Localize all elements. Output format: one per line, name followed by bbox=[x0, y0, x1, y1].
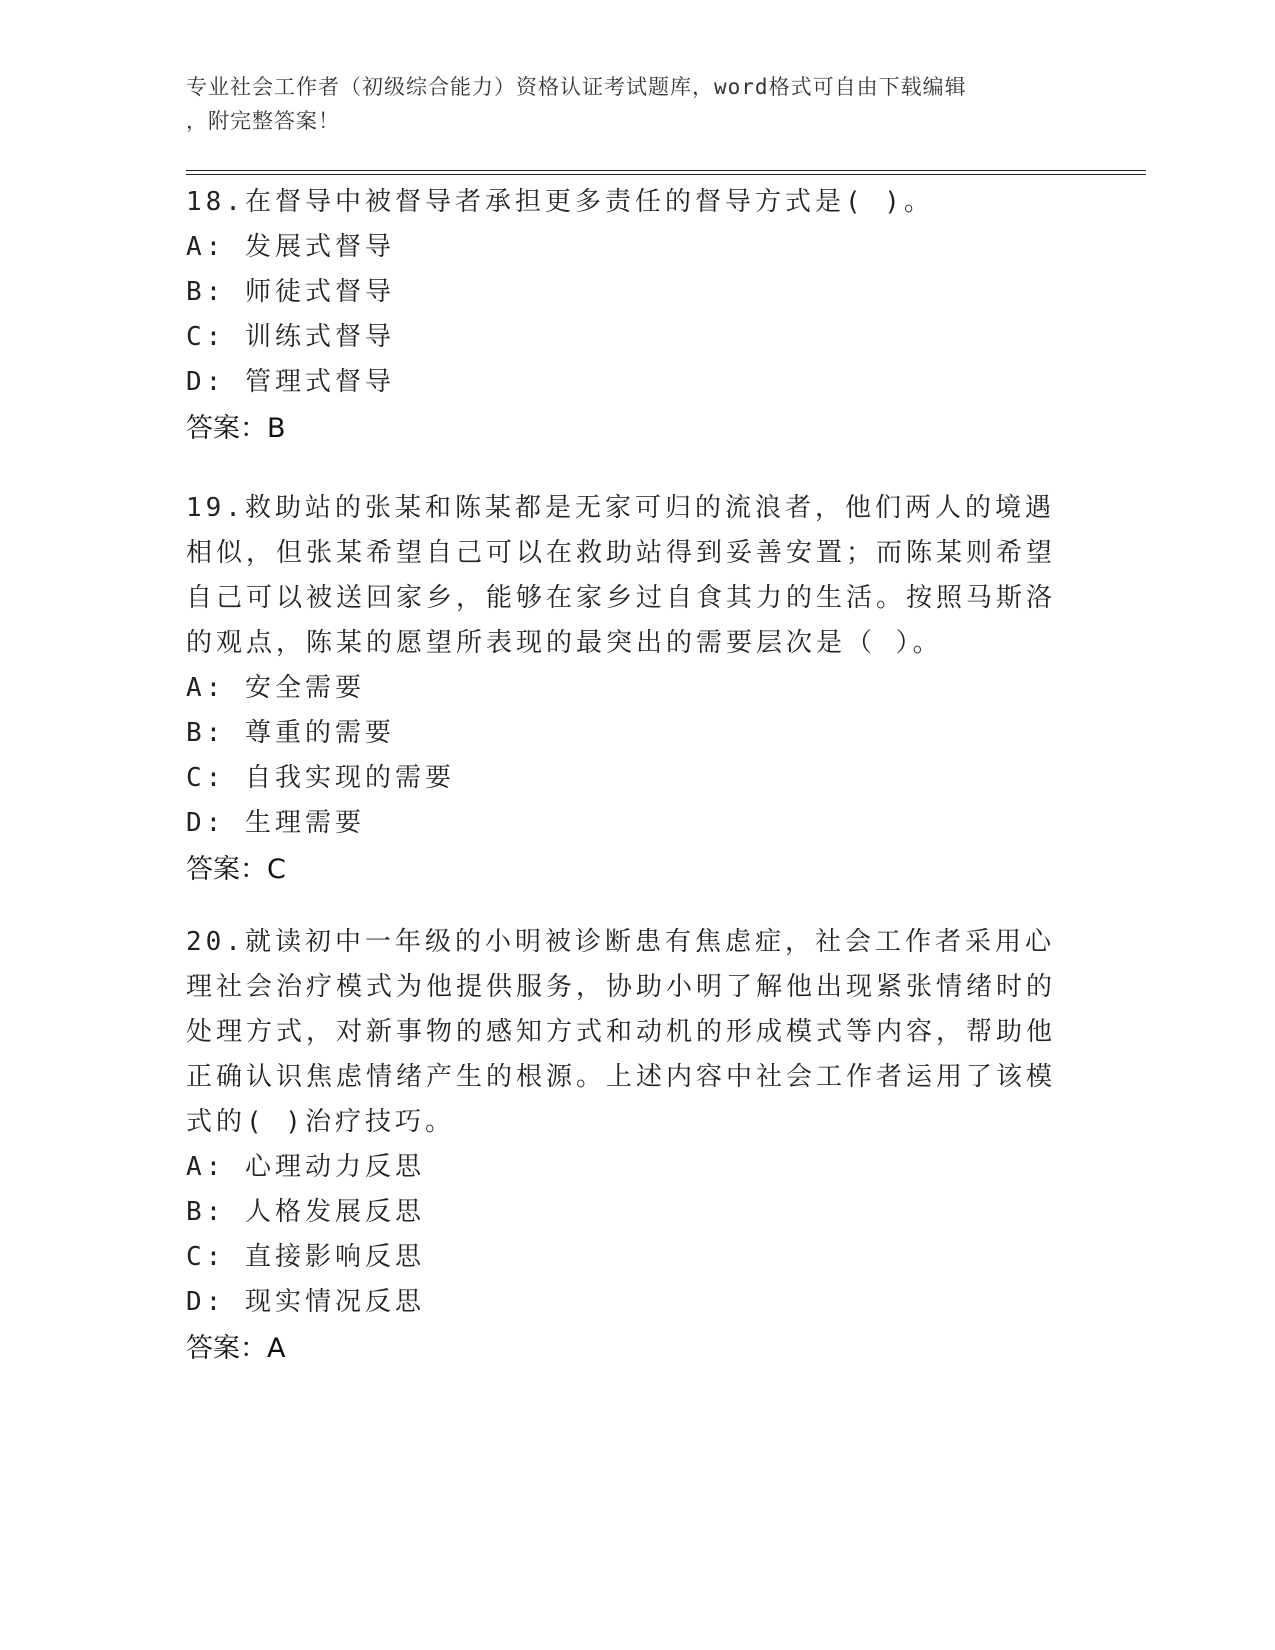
question-stem: 19.救助站的张某和陈某都是无家可归的流浪者，他们两人的境遇相似，但张某希望自己可以在救助站得到妥善安置；而陈某则希望自己可以被送回家乡，能够在家乡过自食其力的生活。按照马斯洛的观点，陈某的愿望所表现的最突出的需要层次是（ ）。 bbox=[186, 493, 1057, 658]
answer: 答案：C bbox=[186, 854, 286, 885]
question-stem: 20.就读初中一年级的小明被诊断患有焦虑症，社会工作者采用心理社会治疗模式为他提供服务，协助小明了解他出现紧张情绪时的处理方式，对新事物的感知方式和动机的形成模式等内容，帮助他正确认识焦虑情绪产生的根源。上述内容中社会工作者运用了该模式的( )治疗技巧。 bbox=[186, 927, 1057, 1137]
option-a: A: 发展式督导 bbox=[186, 232, 395, 262]
option-b: B: 尊重的需要 bbox=[186, 718, 395, 748]
option-d: D: 现实情况反思 bbox=[186, 1287, 425, 1317]
header-rule-top bbox=[186, 170, 1146, 171]
question-19 bbox=[186, 486, 1066, 893]
option-a: A: 心理动力反思 bbox=[186, 1152, 425, 1182]
header-line-1: 专业社会工作者（初级综合能力）资格认证考试题库，word格式可自由下载编辑 bbox=[186, 75, 967, 99]
option-c: C: 直接影响反思 bbox=[186, 1242, 425, 1272]
answer: 答案：A bbox=[186, 1333, 286, 1364]
option-a: A: 安全需要 bbox=[186, 673, 365, 703]
option-c: C: 自我实现的需要 bbox=[186, 763, 455, 793]
option-c: C: 训练式督导 bbox=[186, 322, 395, 352]
header-rule-bottom bbox=[186, 174, 1146, 175]
option-d: D: 生理需要 bbox=[186, 808, 365, 838]
document-header bbox=[186, 70, 1066, 138]
answer: 答案：B bbox=[186, 413, 286, 444]
question-18 bbox=[186, 180, 1066, 452]
question-stem: 18.在督导中被督导者承担更多责任的督导方式是( )。 bbox=[186, 187, 934, 217]
header-line-2: ，附完整答案！ bbox=[186, 109, 340, 133]
option-b: B: 人格发展反思 bbox=[186, 1197, 425, 1227]
option-d: D: 管理式督导 bbox=[186, 367, 395, 397]
option-b: B: 师徒式督导 bbox=[186, 277, 395, 307]
question-20 bbox=[186, 920, 1066, 1372]
